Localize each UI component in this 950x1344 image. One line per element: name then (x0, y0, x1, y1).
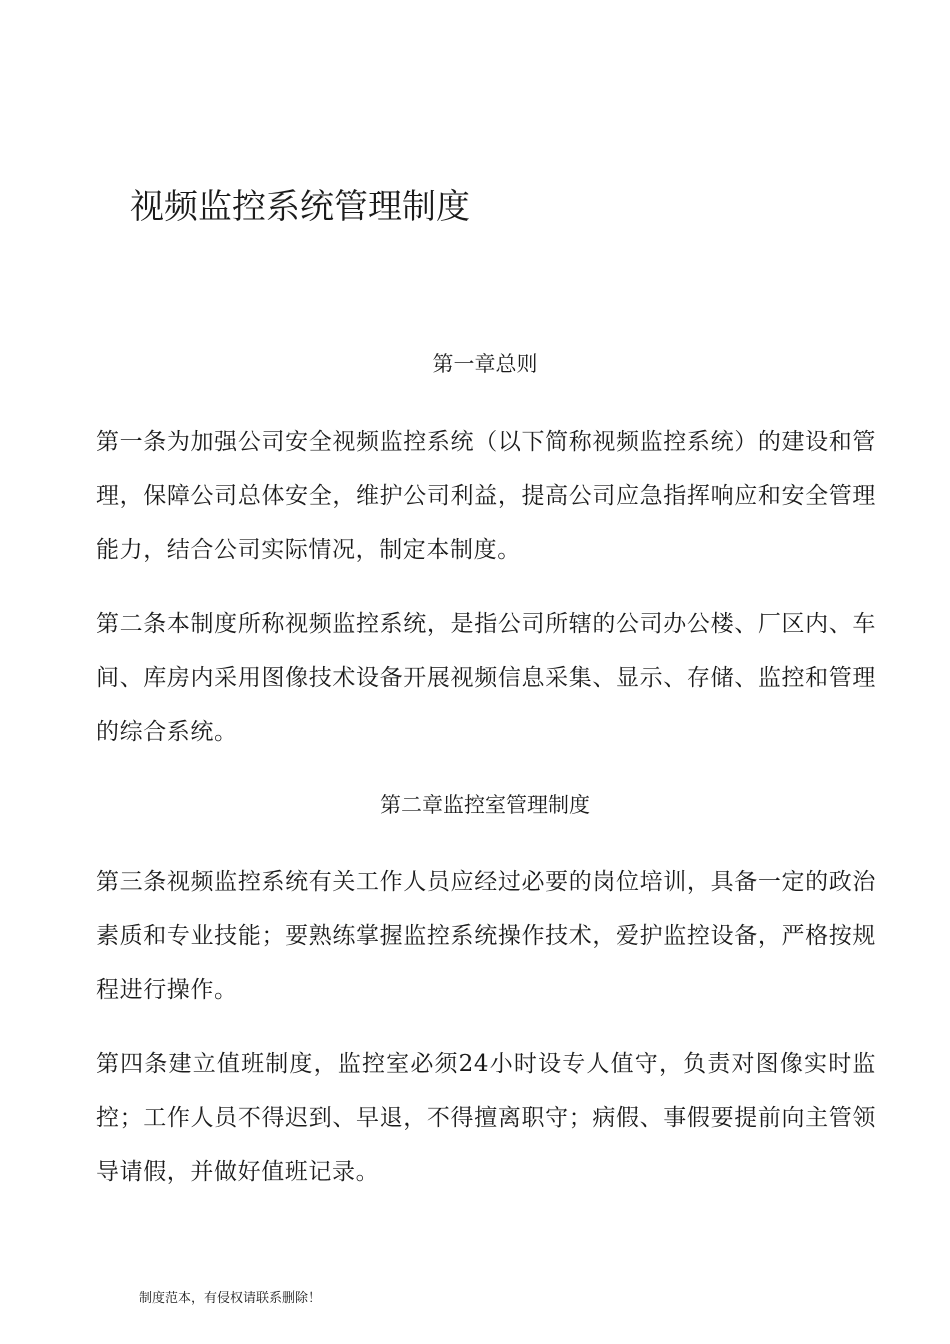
chapter-heading-1: 第一章总则 (432, 352, 538, 376)
footer-disclaimer: 制度范本，有侵权请联系删除！ (139, 1291, 322, 1306)
article-2-paragraph: 第二条本制度所称视频监控系统，是指公司所辖的公司办公楼、厂区内、车间、库房内采用图像技术设备开展视频信息采集、显示、存储、监控和管理的综合系统。 (96, 611, 876, 745)
article-1-paragraph: 第一条为加强公司安全视频监控系统（以下简称视频监控系统）的建设和管理，保障公司总体安全，维护公司利益，提高公司应急指挥响应和安全管理能力，结合公司实际情况，制定本制度。 (96, 429, 876, 563)
document-title: 视频监控系统管理制度 (130, 187, 470, 227)
article-4-paragraph: 第四条建立值班制度，监控室必须24小时设专人值守，负责对图像实时监控；工作人员不得迟到、早退，不得擅离职守；病假、事假要提前向主管领导请假，并做好值班记录。 (96, 1051, 876, 1185)
article-3-paragraph: 第三条视频监控系统有关工作人员应经过必要的岗位培训，具备一定的政治素质和专业技能；要熟练掌握监控系统操作技术，爱护监控设备，严格按规程进行操作。 (96, 869, 876, 1003)
chapter-heading-2: 第二章监控室管理制度 (380, 793, 590, 817)
